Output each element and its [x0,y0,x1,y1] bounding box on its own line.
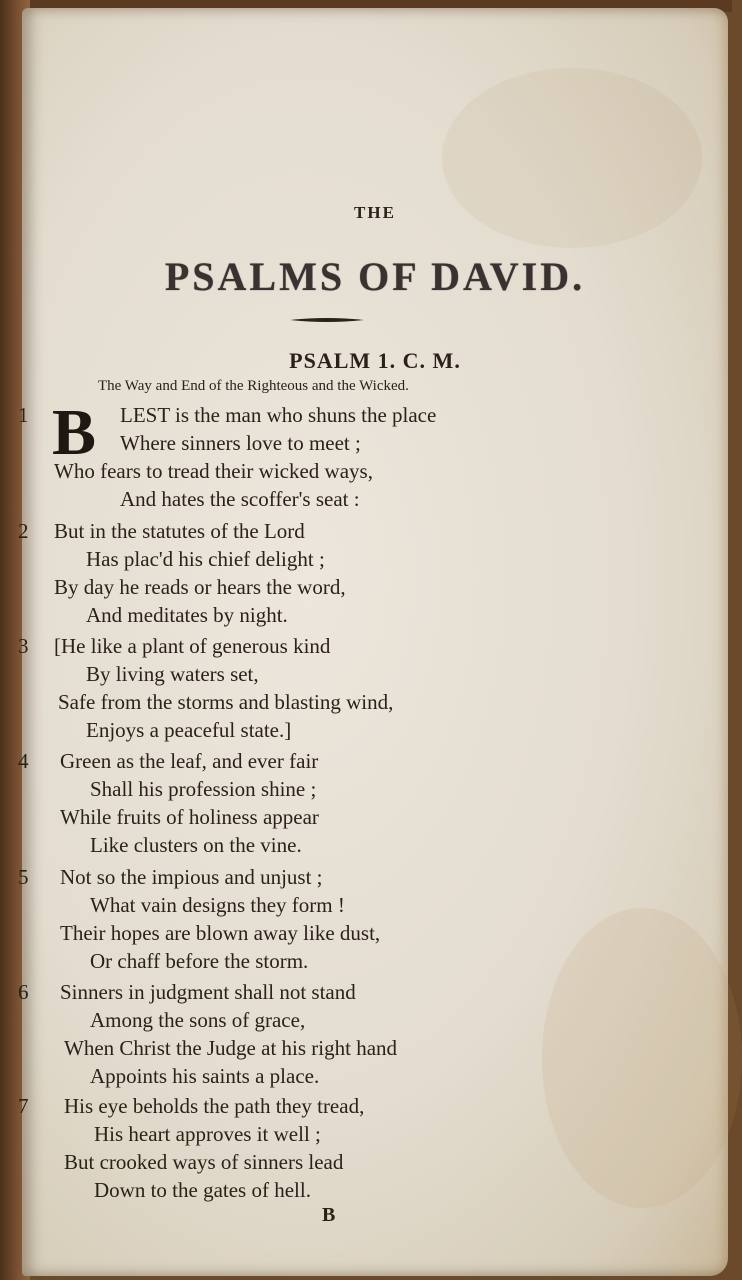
verse-line: Who fears to tread their wicked ways, [54,459,373,483]
verse-number: 1 [18,403,29,427]
verse-line: Sinners in judgment shall not stand [60,980,356,1004]
verse-line: What vain designs they form ! [90,893,345,917]
verse-line: By living waters set, [86,662,259,686]
verse-line: Or chaff before the storm. [90,949,309,973]
verse-line: And hates the scoffer's seat : [120,487,360,511]
page-title: PSALMS OF DAVID. [164,254,586,299]
verse-line: Like clusters on the vine. [90,833,302,857]
verse-line: While fruits of holiness appear [60,805,319,829]
verse-number: 2 [18,519,29,543]
verse-line: His eye beholds the path they tread, [64,1094,365,1118]
signature-mark: B [322,1204,336,1226]
verse-line: Down to the gates of hell. [94,1178,311,1202]
psalm-heading: PSALM 1. C. M. [289,348,461,373]
title-the: THE [354,203,396,222]
verse-line: By day he reads or hears the word, [54,575,346,599]
verse-line: But in the statutes of the Lord [54,519,305,543]
verse-line: Their hopes are blown away like dust, [60,921,381,945]
verse-line: Green as the leaf, and ever fair [60,749,319,773]
book-page [18,8,728,1276]
verse-number: 3 [18,634,29,658]
verse-line: And meditates by night. [86,603,288,627]
drop-cap-letter: B [52,396,97,469]
verse-line: Has plac'd his chief delight ; [86,547,325,571]
verse-line: Safe from the storms and blasting wind, [58,690,394,714]
verse-line: But crooked ways of sinners lead [64,1150,344,1174]
verse-line: When Christ the Judge at his right hand [64,1036,398,1060]
verse-number: 7 [18,1094,29,1118]
verse-number: 6 [18,980,29,1004]
verse-line: His heart approves it well ; [94,1122,321,1146]
verse-line: Appoints his saints a place. [90,1064,320,1088]
psalm-subtitle: The Way and End of the Righteous and the Wicked. [98,378,409,394]
verse-number: 5 [18,865,29,889]
verse-line: Not so the impious and unjust ; [60,865,323,889]
verse-line: [He like a plant of generous kind [54,634,331,658]
verse-line: Among the sons of grace, [90,1008,306,1032]
verse-number: 4 [18,749,29,773]
verse-line: Enjoys a peaceful state.] [86,718,292,742]
page-content [18,8,728,1276]
verse-line: Shall his profession shine ; [90,777,317,801]
verse-line: LEST is the man who shuns the place [120,403,437,427]
title-ornament-rule [290,316,364,324]
verse-line: Where sinners love to meet ; [120,431,361,455]
